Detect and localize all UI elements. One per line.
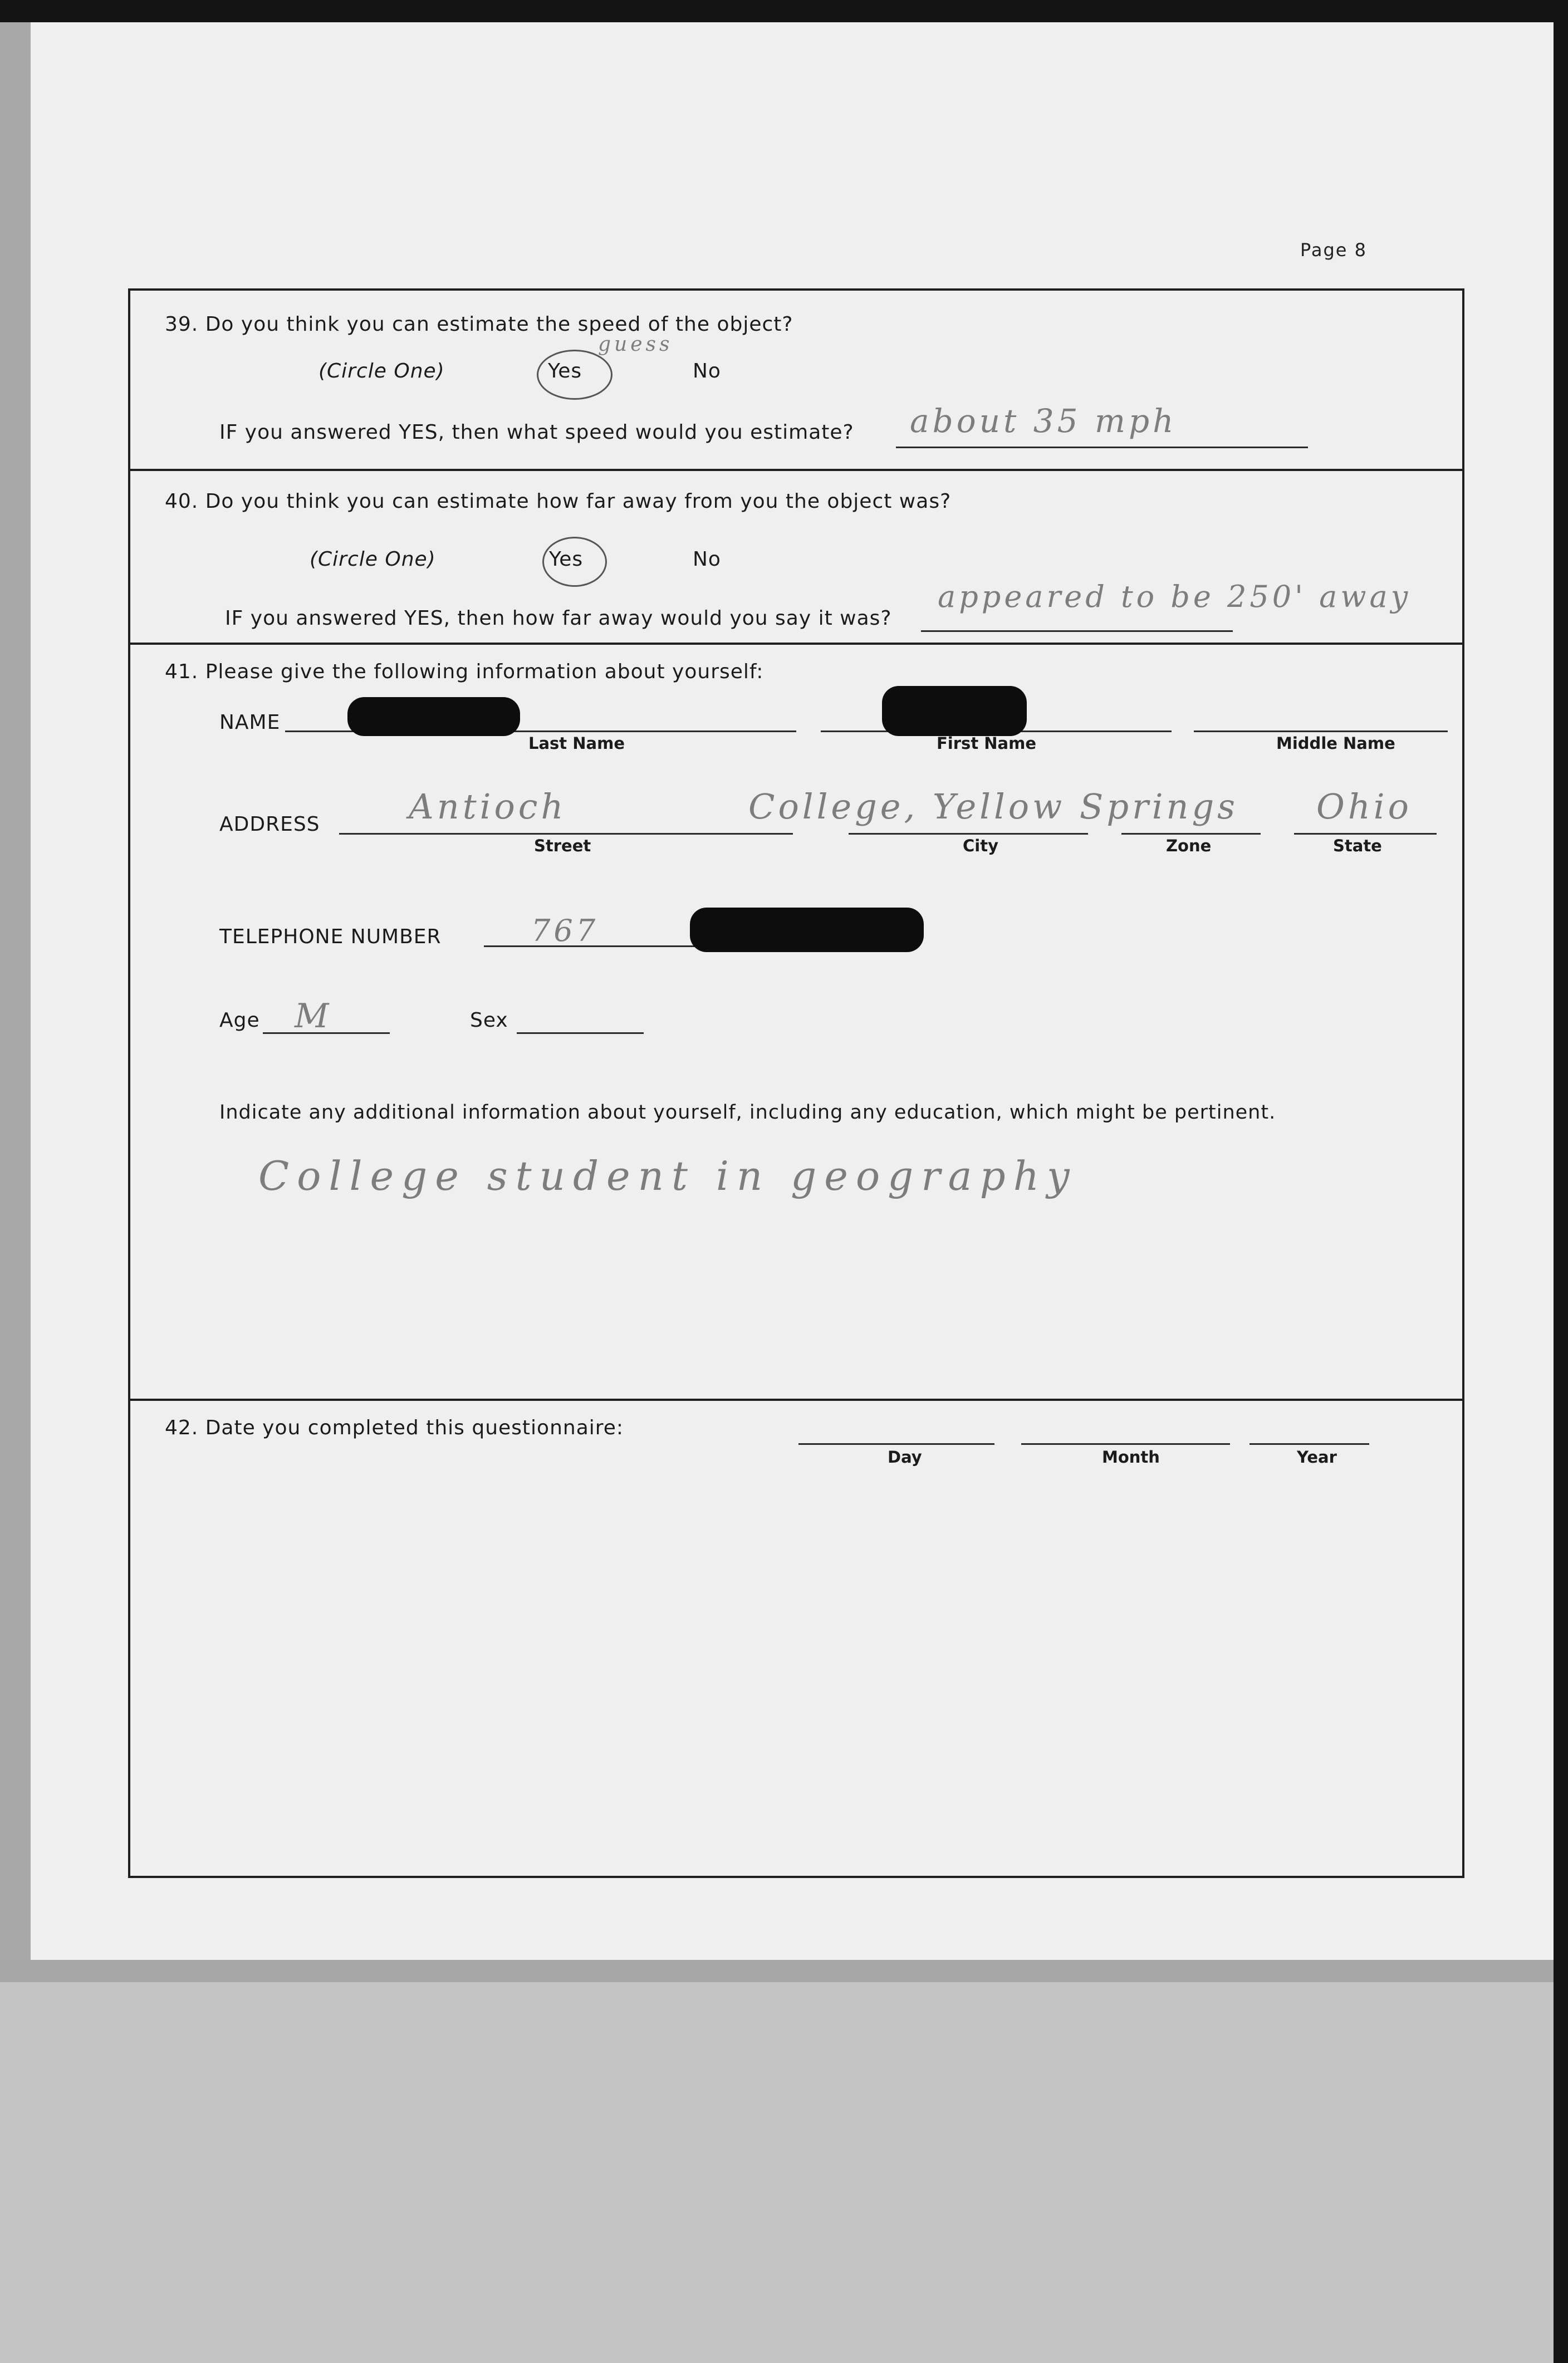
redacted-first-name (882, 686, 1027, 736)
q39-question: 39. Do you think you can estimate the speed of the object? (165, 313, 793, 336)
telephone-label: TELEPHONE NUMBER (219, 925, 442, 948)
sex-line (517, 1032, 644, 1034)
q39-followup: IF you answered YES, then what speed would you estimate? (219, 421, 854, 444)
zone-line (1121, 833, 1261, 835)
scan-right-border (1554, 0, 1568, 2363)
q40-handwritten-answer: appeared to be 250' away (938, 579, 1412, 614)
handwritten-street: Antioch (409, 786, 567, 827)
q42-prompt: 42. Date you completed this questionnaire: (165, 1416, 624, 1439)
q41-prompt: 41. Please give the following information about yourself: (165, 660, 764, 683)
q39-handwritten-answer: about 35 mph (910, 402, 1177, 440)
city-line (849, 833, 1088, 835)
address-label: ADDRESS (219, 813, 320, 836)
divider-41-42 (130, 1399, 1462, 1401)
q40-circle-one: (Circle One) (310, 548, 436, 571)
questionnaire-form (128, 288, 1464, 1878)
state-label: State (1333, 836, 1382, 855)
q40-answer-line (921, 630, 1233, 632)
handwritten-additional-info: College student in geography (258, 1153, 1077, 1199)
street-line (339, 833, 793, 835)
handwritten-state: Ohio (1316, 786, 1412, 827)
page-bottom-shadow (0, 1960, 1554, 1982)
name-label: NAME (219, 711, 281, 734)
divider-39-40 (130, 469, 1462, 471)
age-label: Age (219, 1009, 260, 1032)
scan-background (0, 1960, 1554, 2363)
handwritten-age: M (295, 997, 332, 1036)
year-label: Year (1297, 1448, 1337, 1467)
first-name-label: First Name (937, 734, 1036, 753)
handwritten-city: College, Yellow Springs (748, 786, 1238, 827)
q40-yes: Yes (549, 548, 584, 571)
q39-handwritten-note: guess (598, 333, 673, 356)
month-label: Month (1102, 1448, 1160, 1467)
scan-top-border (0, 0, 1568, 22)
q40-question: 40. Do you think you can estimate how far away from you the object was? (165, 490, 952, 513)
year-line (1250, 1443, 1369, 1445)
street-label: Street (534, 836, 591, 855)
middle-name-label: Middle Name (1276, 734, 1395, 753)
q40-followup: IF you answered YES, then how far away would you say it was? (225, 607, 892, 630)
q39-answer-line (896, 447, 1308, 448)
page-number: Page 8 (1300, 239, 1367, 261)
q39-circle-one: (Circle One) (318, 360, 445, 383)
redacted-phone (690, 908, 924, 952)
day-line (798, 1443, 994, 1445)
divider-40-41 (130, 643, 1462, 645)
q39-yes: Yes (548, 360, 582, 383)
state-line (1294, 833, 1437, 835)
middle-name-line (1194, 731, 1448, 732)
zone-label: Zone (1166, 836, 1212, 855)
month-line (1021, 1443, 1230, 1445)
q40-no: No (693, 548, 721, 571)
handwritten-phone-exchange: 767 (531, 913, 599, 948)
q39-no: No (693, 360, 721, 383)
city-label: City (963, 836, 998, 855)
last-name-label: Last Name (528, 734, 625, 753)
day-label: Day (888, 1448, 922, 1467)
additional-info-prompt: Indicate any additional information about yourself, including any education, which might be pertinent. (219, 1101, 1276, 1124)
redacted-last-name (347, 697, 520, 736)
sex-label: Sex (470, 1009, 508, 1032)
scan-left-shadow (0, 22, 31, 1960)
